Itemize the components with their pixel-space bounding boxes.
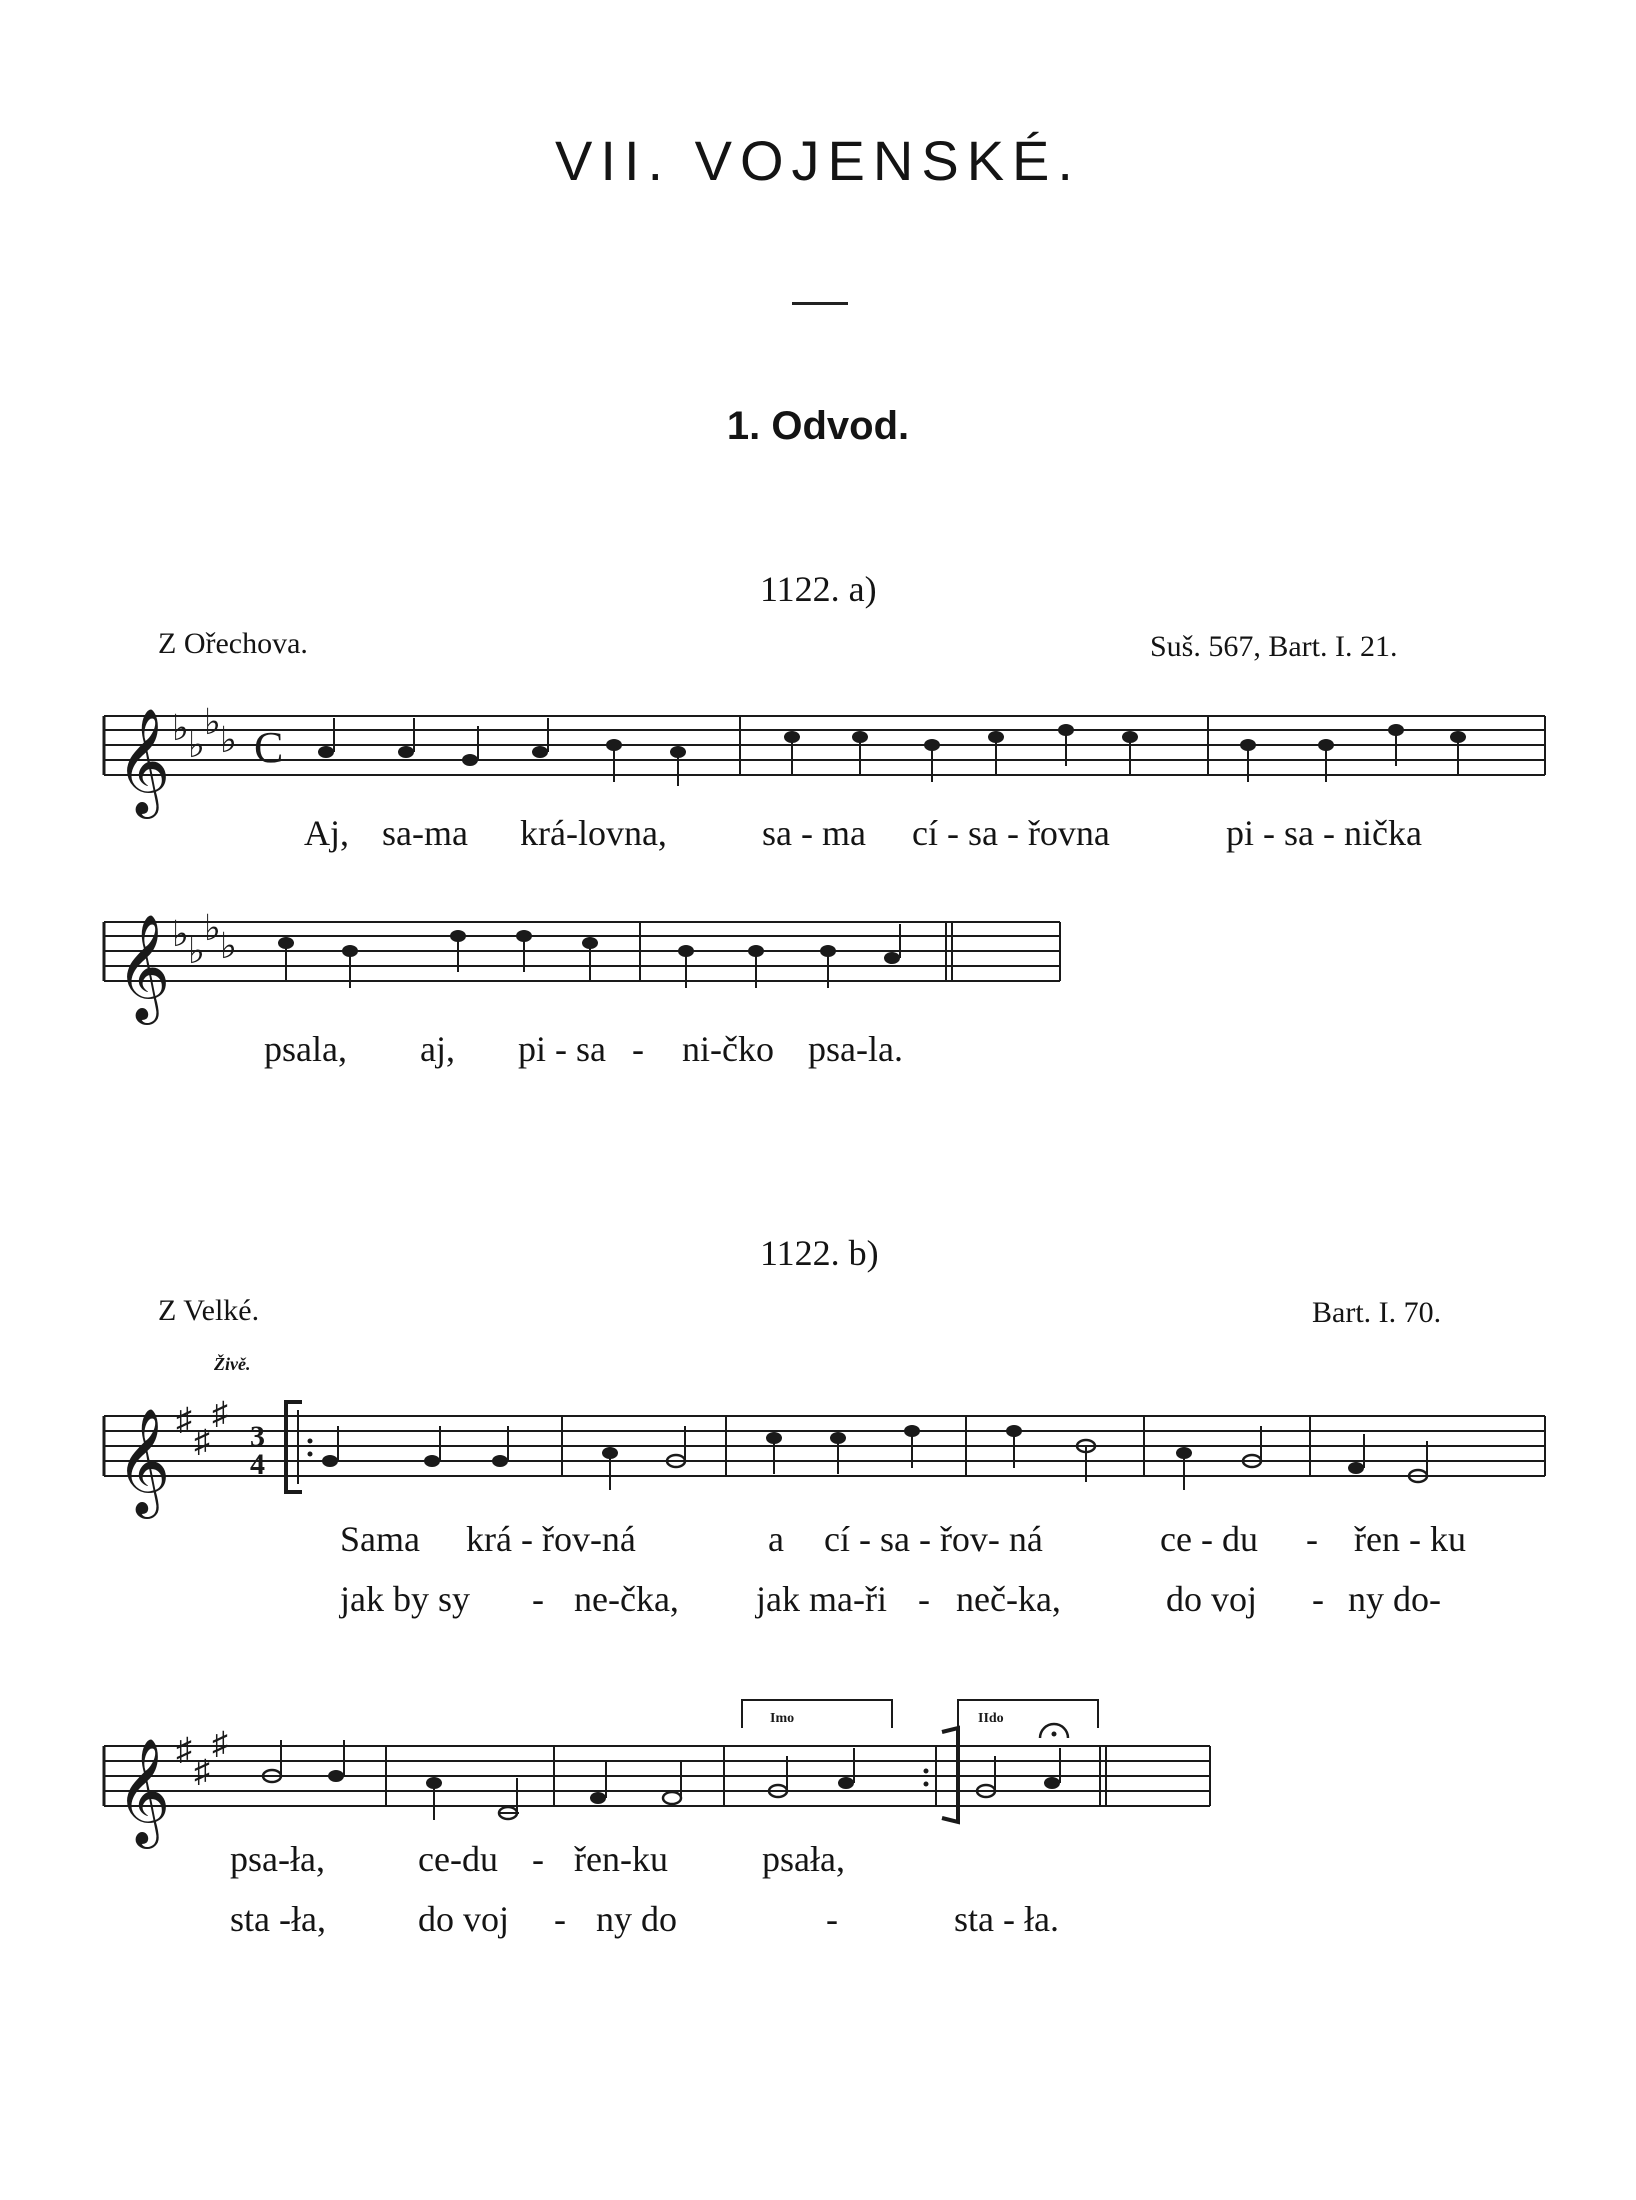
svg-text:♯: ♯ (194, 1423, 210, 1459)
song-b-v2-lyric-3: ne-čka, (574, 1579, 679, 1619)
song-a-origin: Z Ořechova. (158, 627, 308, 660)
song-b-reference: Bart. I. 70. (1312, 1296, 1442, 1329)
song-a-lyric-7: psala, (264, 1029, 347, 1069)
svg-text:♯: ♯ (194, 1753, 210, 1789)
svg-text:♭: ♭ (220, 926, 237, 966)
song-a-staff-1 (104, 702, 1545, 819)
song-a-lyric-8: aj, (420, 1029, 455, 1069)
chapter-title: VII. VOJENSKÉ. (555, 129, 1081, 192)
song-b-v2-lyric-1: jak by sy (340, 1579, 470, 1619)
song-b-tempo: Živě. (214, 1354, 251, 1374)
song-b-staff-1 (104, 1395, 1545, 1519)
song-b-l2v2-lyric-5: - (826, 1899, 838, 1939)
song-a-lyric-11: ni-čko (682, 1029, 774, 1069)
song-b-l2v1-lyric-1: psa-ła, (230, 1839, 325, 1879)
svg-text:♯: ♯ (176, 1401, 192, 1437)
volta-2-label: IIdo (978, 1711, 1004, 1726)
svg-text:3: 3 (250, 1420, 265, 1453)
song-b-v2-lyric-6: neč-ka, (956, 1579, 1061, 1619)
treble-clef-icon: 𝄞 (116, 710, 171, 812)
svg-text:♭: ♭ (172, 914, 189, 954)
song-b-v2-lyric-9: ny do- (1348, 1579, 1441, 1619)
song-a-lyric-3: krá-lovna, (520, 813, 667, 853)
song-b-l2v2-lyric-4: ny do (596, 1899, 677, 1939)
song-b-v1-lyric-7: řen - ku (1354, 1519, 1466, 1559)
svg-text:♭: ♭ (204, 908, 221, 948)
treble-clef-icon: 𝄞 (116, 1410, 171, 1512)
song-a-staff-2 (104, 908, 1060, 1025)
song-b-v1-lyric-1: Sama (340, 1519, 420, 1559)
song-b-v1-lyric-4: cí - sa - řov- ná (824, 1519, 1043, 1559)
song-b-l2v2-lyric-6: sta - ła. (954, 1899, 1059, 1939)
svg-text:♭: ♭ (188, 725, 205, 765)
svg-text:♭: ♭ (188, 931, 205, 971)
song-b-v2-lyric-4: jak ma-ři (756, 1579, 887, 1619)
song-b-staff-2 (104, 1700, 1210, 1849)
song-b-l2v2-lyric-1: sta -ła, (230, 1899, 326, 1939)
song-b-l2v1-lyric-2: ce-du (418, 1839, 498, 1879)
song-a-lyric-5: cí - sa - řovna (912, 813, 1110, 853)
svg-text:♯: ♯ (176, 1731, 192, 1767)
song-b-v1-lyric-2: krá - řov-ná (466, 1519, 636, 1559)
section-title: 1. Odvod. (726, 404, 910, 448)
song-a-lyric-6: pi - sa - nička (1226, 813, 1422, 853)
song-b-number: 1122. b) (760, 1233, 879, 1273)
song-a-lyric-12: psa-la. (808, 1029, 903, 1069)
song-b-origin: Z Velké. (158, 1294, 260, 1327)
treble-clef-icon: 𝄞 (116, 1740, 171, 1842)
song-b-l2v2-lyric-3: - (554, 1899, 566, 1939)
song-a-lyric-1: Aj, (304, 813, 349, 853)
common-time-icon: C (254, 723, 284, 772)
song-b-l2v1-lyric-3: - (532, 1839, 544, 1879)
treble-clef-icon: 𝄞 (116, 916, 171, 1018)
song-a-lyric-4: sa - ma (762, 813, 866, 853)
song-a-lyric-2: sa-ma (382, 813, 468, 853)
svg-text:♭: ♭ (220, 720, 237, 760)
song-a-reference: Suš. 567, Bart. I. 21. (1150, 630, 1398, 663)
song-b-l2v1-lyric-5: psała, (762, 1839, 845, 1879)
song-b-v1-lyric-5: ce - du (1160, 1519, 1258, 1559)
svg-text:♯: ♯ (212, 1395, 228, 1431)
song-b-v2-lyric-8: - (1312, 1579, 1324, 1619)
song-b-v2-lyric-2: - (532, 1579, 544, 1619)
song-b-v1-lyric-3: a (768, 1519, 784, 1559)
svg-text:♭: ♭ (204, 702, 221, 742)
song-b-v1-lyric-6: - (1306, 1519, 1318, 1559)
song-a-lyric-10: - (632, 1029, 644, 1069)
svg-text:4: 4 (250, 1448, 265, 1481)
song-b-l2v1-lyric-4: řen-ku (574, 1839, 668, 1879)
song-a-lyric-9: pi - sa (518, 1029, 606, 1069)
song-b-v2-lyric-5: - (918, 1579, 930, 1619)
volta-1-label: Imo (770, 1711, 795, 1726)
song-b-l2v2-lyric-2: do voj (418, 1899, 510, 1939)
svg-text:♭: ♭ (172, 708, 189, 748)
song-a-number: 1122. a) (760, 569, 877, 609)
song-b-v2-lyric-7: do voj (1166, 1579, 1258, 1619)
svg-text:♯: ♯ (212, 1725, 228, 1761)
